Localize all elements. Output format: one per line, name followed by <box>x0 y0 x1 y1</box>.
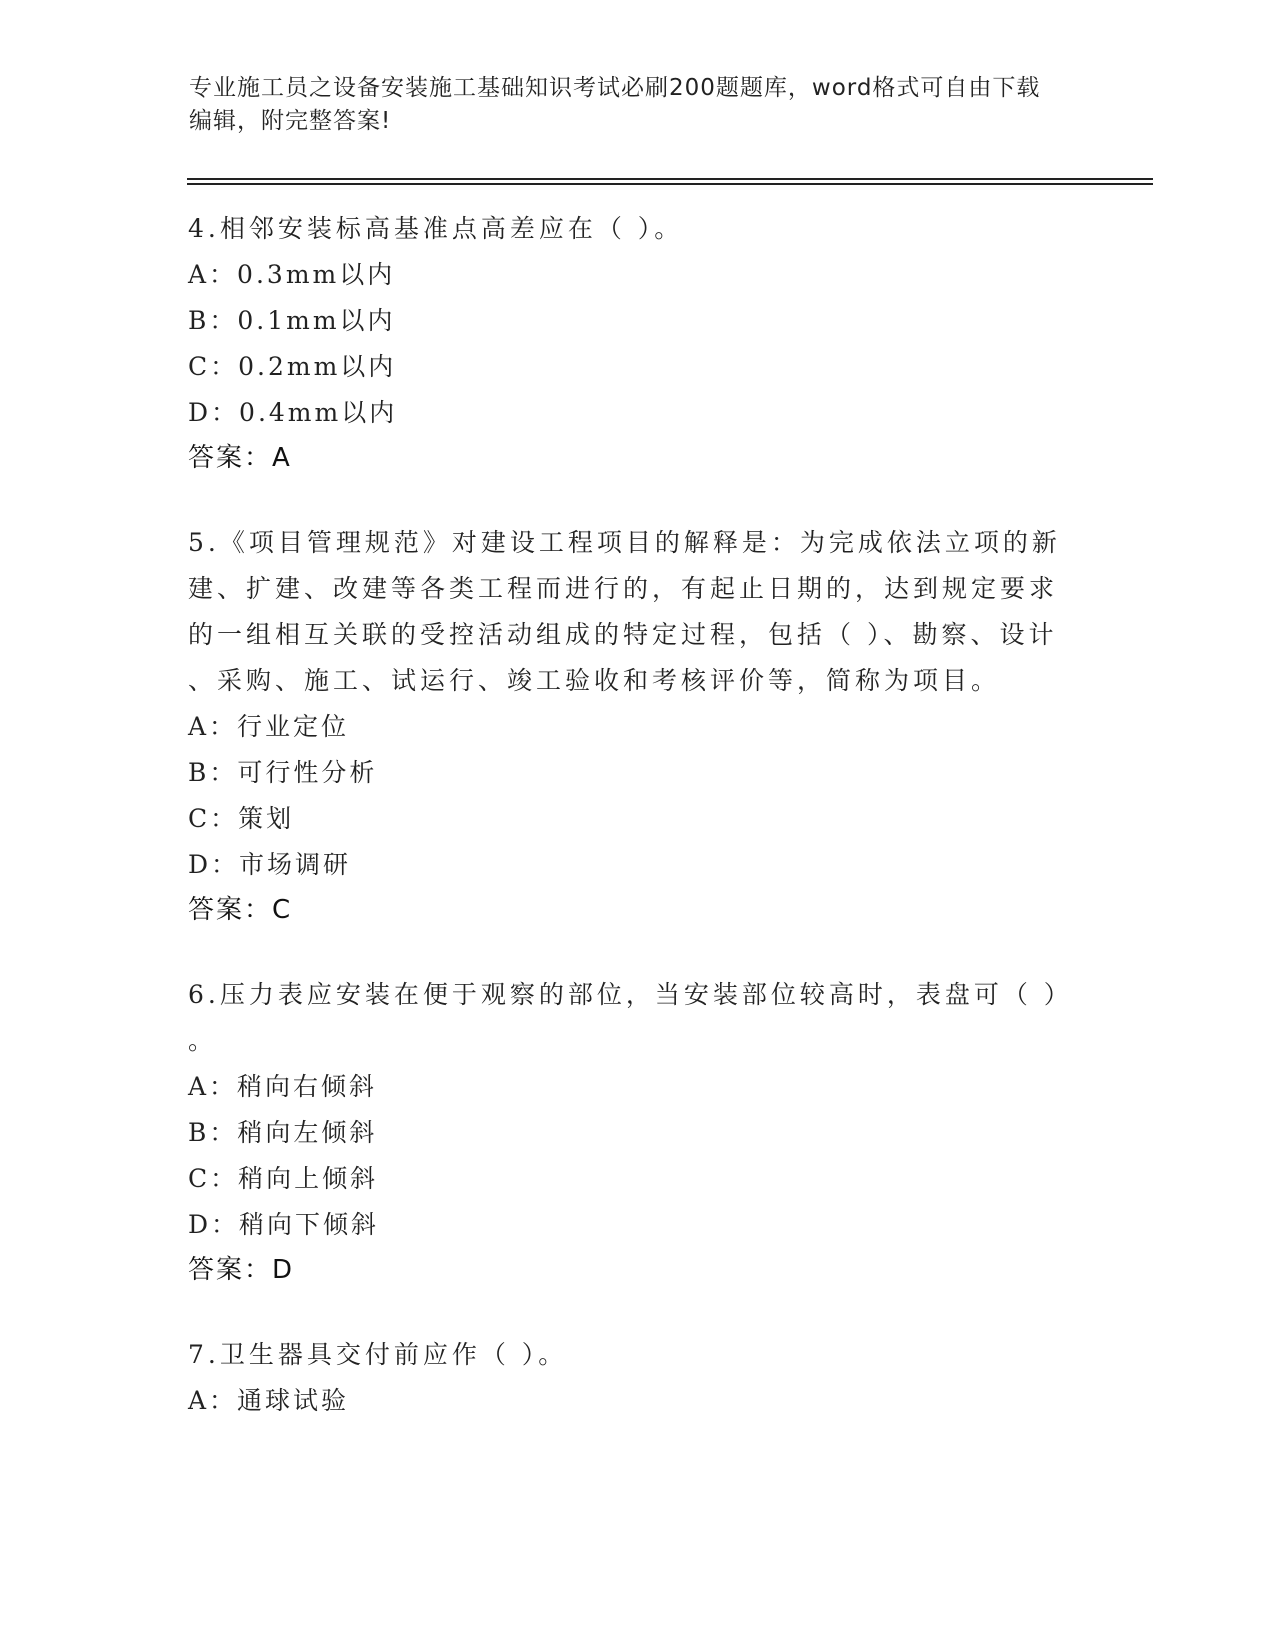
header-divider-bottom <box>187 183 1153 185</box>
option-c: C：稍向上倾斜 <box>188 1164 379 1193</box>
stem-line: 建、扩建、改建等各类工程而进行的，有起止日期的，达到规定要求 <box>188 574 1059 603</box>
stem-line: 、采购、施工、试运行、竣工验收和考核评价等，简称为项目。 <box>188 666 1001 695</box>
option-b: B：稍向左倾斜 <box>188 1118 378 1147</box>
stem-line: 4.相邻安装标高基准点高差应在（ ）。 <box>188 214 684 243</box>
stem-line: 7.卫生器具交付前应作（ ）。 <box>188 1340 568 1369</box>
answer: 答案：C <box>188 895 293 925</box>
option-a: A：通球试验 <box>188 1386 350 1415</box>
question-stem <box>188 972 1088 1064</box>
answer: 答案：A <box>188 443 292 473</box>
stem-line: 的一组相互关联的受控活动组成的特定过程，包括（ ）、勘察、设计 <box>188 620 1058 649</box>
option-b: B：0.1mm以内 <box>188 306 396 335</box>
option-c: C：策划 <box>188 804 295 833</box>
option-d: D：0.4mm以内 <box>188 398 398 427</box>
header-divider-top <box>187 178 1153 180</box>
question-7 <box>188 1332 1088 1424</box>
option-a: A：0.3mm以内 <box>188 260 396 289</box>
question-stem <box>188 1332 1088 1378</box>
answer: 答案：D <box>188 1255 295 1285</box>
header-line-1: 专业施工员之设备安装施工基础知识考试必刷200题题库，word格式可自由下载 <box>189 75 1041 101</box>
option-b: B：可行性分析 <box>188 758 378 787</box>
header-line-2: 编辑，附完整答案! <box>189 108 392 134</box>
question-list <box>188 206 1088 1464</box>
stem-line: 5.《项目管理规范》对建设工程项目的解释是：为完成依法立项的新 <box>188 528 1061 557</box>
question-stem <box>188 520 1088 704</box>
option-d: D：市场调研 <box>188 850 352 879</box>
option-c: C：0.2mm以内 <box>188 352 397 381</box>
stem-line: 。 <box>188 1026 218 1055</box>
question-5 <box>188 520 1088 932</box>
option-d: D：稍向下倾斜 <box>188 1210 380 1239</box>
question-stem <box>188 206 1088 252</box>
stem-line: 6.压力表应安装在便于观察的部位，当安装部位较高时，表盘可（ ） <box>188 980 1073 1009</box>
option-a: A：行业定位 <box>188 712 350 741</box>
question-6 <box>188 972 1088 1292</box>
option-a: A：稍向右倾斜 <box>188 1072 378 1101</box>
document-header <box>189 72 1069 138</box>
question-4 <box>188 206 1088 480</box>
